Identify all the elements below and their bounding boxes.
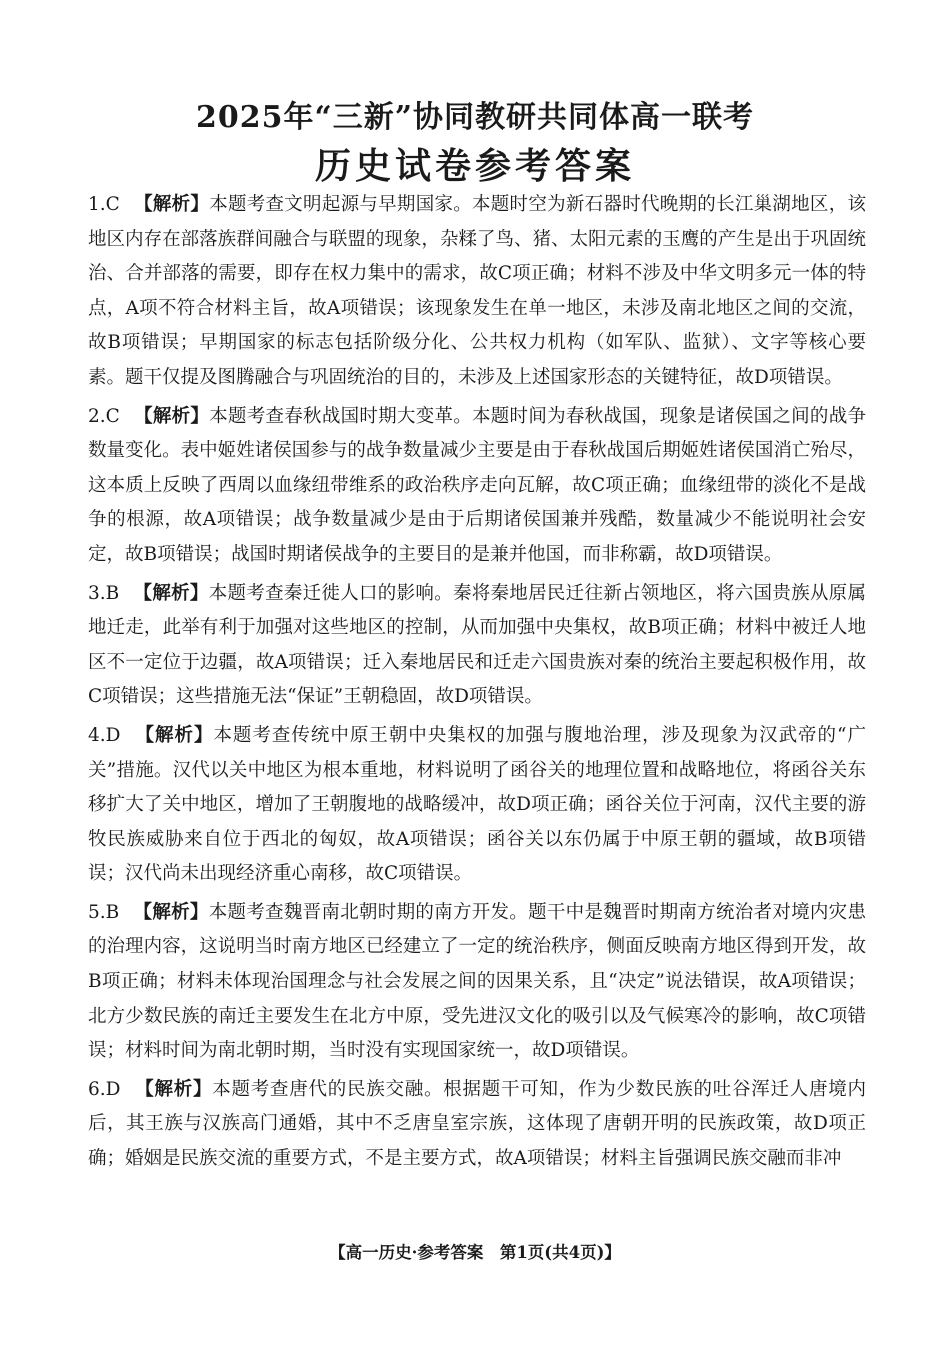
answer-choice: B — [105, 582, 120, 604]
page-title: 2025年“三新”协同教研共同体高一联考 — [195, 100, 754, 135]
answer-item-4 — [88, 719, 866, 892]
answer-choice: C — [105, 194, 120, 215]
analysis-tag: 【解析】 — [133, 901, 209, 923]
analysis-text: 本题考查文明起源与早期国家。本题时空为新石器时代晚期的长江巢湖地区，该地区内存在部落族群间融合与联盟的现象，杂糅了鸟、猪、太阳元素的玉鹰的产生是出于巩固统治、合并部落的需要，即存在权力集中的需求，故C项正确；材料不涉及中华文明多元一体的特点，A项不符合材料主旨，故A项错误；该现象发生在单一地区，未涉及南北地区之间的交流，故B项错误；早期国家的标志包括阶级分化、公共权力机构（如军队、监狱）、文字等核心要素。题干仅提及图腾融合与巩固统治的目的，未涉及上述国家形态的关键特征，故D项错误。 — [88, 194, 866, 388]
analysis-text: 本题考查唐代的民族交融。根据题干可知，作为少数民族的吐谷浑迁人唐境内后，其王族与汉族高门通婚，其中不乏唐皇室宗族，这体现了唐朝开明的民族政策，故D项正确；婚姻是民族交流的重要方式，不是主要方式，故A项错误；材料主旨强调民族交融而非冲 — [88, 1078, 866, 1170]
answer-choice: C — [105, 405, 120, 427]
answer-choice: D — [105, 1078, 121, 1100]
answer-choice: D — [105, 724, 121, 746]
analysis-text: 本题考查春秋战国时期大变革。本题时间为春秋战国，现象是诸侯国之间的战争数量变化。表中姬姓诸侯国参与的战争数量减少主要是由于春秋战国后期姬姓诸侯国消亡殆尽，这本质上反映了西周以血缘纽带维系的政治秩序走向瓦解，故C项正确；血缘纽带的淡化不是战争的根源，故A项错误；战争数量减少是由于后期诸侯国兼并残酷，数量减少不能说明社会安定，故B项错误；战国时期诸侯战争的主要目的是兼并他国，而非称霸，故D项错误。 — [88, 405, 866, 565]
analysis-text: 本题考查秦迁徙人口的影响。秦将秦地居民迁往新占领地区，将六国贵族从原属地迁走，此举有利于加强对这些地区的控制，从而加强中央集权，故B项正确；材料中被迁人地区不一定位于边疆，故A项错误；迁入秦地居民和迁走六国贵族对秦的统治主要起积极作用，故C项错误；这些措施无法“保证”王朝稳固，故D项错误。 — [88, 582, 866, 708]
answer-item-5 — [88, 896, 866, 1069]
question-number: 1. — [88, 194, 106, 215]
answer-item-1 — [88, 188, 866, 396]
answer-item-6 — [88, 1073, 866, 1177]
analysis-text: 本题考查魏晋南北朝时期的南方开发。题干中是魏晋时期南方统治者对境内灾患的治理内容，这说明当时南方地区已经建立了一定的统治秩序，侧面反映南方地区得到开发，故B项正确；材料未体现治国理念与社会发展之间的因果关系，且“决定”说法错误，故A项错误；北方少数民族的南迁主要发生在北方中原，受先进汉文化的吸引以及气候寒冷的影响，故C项错误；材料时间为南北朝时期，当时没有实现国家统一，故D项错误。 — [88, 901, 866, 1062]
answer-list — [88, 188, 866, 1181]
analysis-tag: 【解析】 — [134, 1078, 213, 1100]
page-subtitle: 历史试卷参考答案 — [314, 145, 635, 187]
question-number: 3. — [88, 582, 106, 604]
answer-choice: B — [105, 901, 120, 923]
analysis-tag: 【解析】 — [134, 724, 214, 746]
question-number: 6. — [88, 1078, 106, 1100]
page-footer: 【高一历史·参考答案 第1页(共4页)】 — [329, 1243, 621, 1262]
answer-item-2 — [88, 400, 866, 573]
answer-item-3 — [88, 577, 866, 715]
question-number: 5. — [88, 901, 106, 923]
analysis-tag: 【解析】 — [133, 194, 210, 215]
analysis-tag: 【解析】 — [133, 582, 209, 604]
question-number: 4. — [88, 724, 106, 746]
question-number: 2. — [88, 405, 106, 427]
analysis-text: 本题考查传统中原王朝中央集权的加强与腹地治理，涉及现象为汉武帝的“广关”措施。汉代以关中地区为根本重地，材料说明了函谷关的地理位置和战略地位，将函谷关东移扩大了关中地区，增加了王朝腹地的战略缓冲，故D项正确；函谷关位于河南，汉代主要的游牧民族威胁来自位于西北的匈奴，故A项错误；函谷关以东仍属于中原王朝的疆域，故B项错误；汉代尚未出现经济重心南移，故C项错误。 — [88, 724, 866, 885]
analysis-tag: 【解析】 — [133, 405, 210, 427]
